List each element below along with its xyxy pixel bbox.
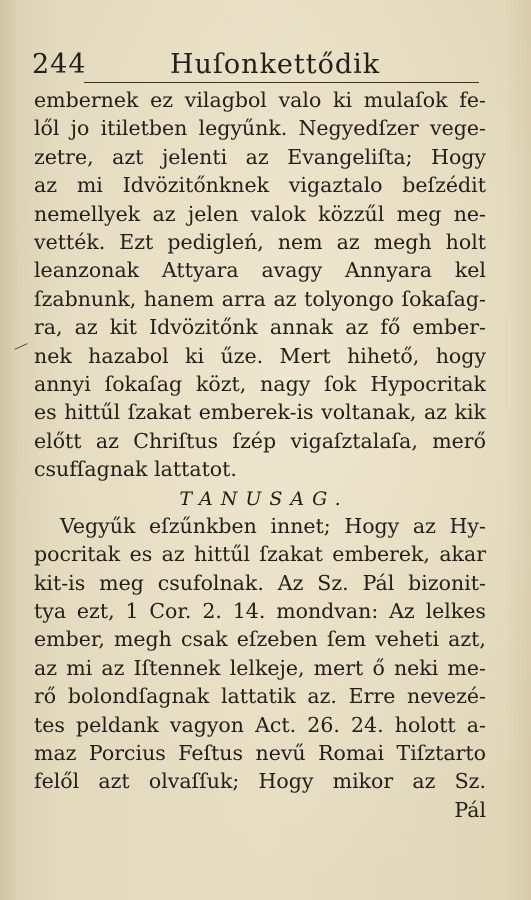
text-line: Vegyűk eſzűnkben innet; Hogy az Hy- — [60, 513, 486, 538]
text-line: felől azt olvaſſuk; Hogy mikor az Sz. — [34, 769, 486, 794]
text-line: tes peldank vagyon Act. 26. 24. holott a- — [34, 712, 486, 737]
header-rule — [84, 82, 479, 83]
body-text — [34, 86, 486, 824]
running-title: Huſonkettődik — [170, 49, 381, 80]
text-line: nek hazabol ki űze. Mert hihető, hogy — [34, 343, 486, 368]
text-line: előtt az Chriſtus ſzép vigaſztalaſa, merő — [34, 428, 486, 453]
text-line: kit-is meg csufolnak. Az Sz. Pál bizonit- — [34, 570, 486, 595]
text-line: zetre, azt jelenti az Evangeliſta; Hogy — [34, 144, 486, 169]
text-line: ra, az kit Idvözitőnk annak az fő ember- — [34, 315, 486, 340]
text-line: pocritak es az hittűl ſzakat emberek, akar — [34, 542, 486, 567]
text-line: az mi Idvözitőnknek vigaztalo beſzédit — [34, 173, 486, 198]
text-line: rő bolondſagnak lattatik az. Erre nevezé- — [34, 684, 486, 709]
text-line: es hittűl ſzakat emberek-is voltanak, az kik — [34, 400, 486, 425]
text-line: annyi ſokaſag közt, nagy ſok Hypocritak — [34, 371, 486, 396]
text-line: leanzonak Attyara avagy Annyara kel — [34, 258, 486, 283]
ink-mark — [14, 343, 27, 350]
text-line: csufſagnak lattatot. — [34, 457, 237, 482]
text-line: ember, megh csak eſzeben ſem veheti azt, — [34, 627, 486, 652]
text-line: nemellyek az jelen valok közzűl meg ne- — [34, 201, 486, 226]
catchword: Pál — [454, 797, 486, 822]
section-heading: TANUSAG. — [179, 488, 349, 511]
page-number: 244 — [32, 49, 87, 80]
text-line: tya ezt, 1 Cor. 2. 14. mondvan: Az lelkes — [34, 599, 486, 624]
text-line: vették. Ezt pedigleń, nem az megh holt — [34, 229, 486, 254]
text-line: maz Porcius Feſtus nevű Romai Tiſztarto — [34, 740, 486, 765]
text-line: ſzabnunk, hanem arra az tolyongo ſokaſag- — [34, 286, 486, 311]
page-header — [32, 40, 503, 80]
text-line: az mi az Iſtennek lelkeje, mert ő neki me- — [34, 655, 486, 680]
text-line: embernek ez vilagbol valo ki mulaſok fe- — [34, 88, 486, 112]
text-line: lől jo itiletben legyűnk. Negyedſzer vege- — [34, 116, 486, 141]
